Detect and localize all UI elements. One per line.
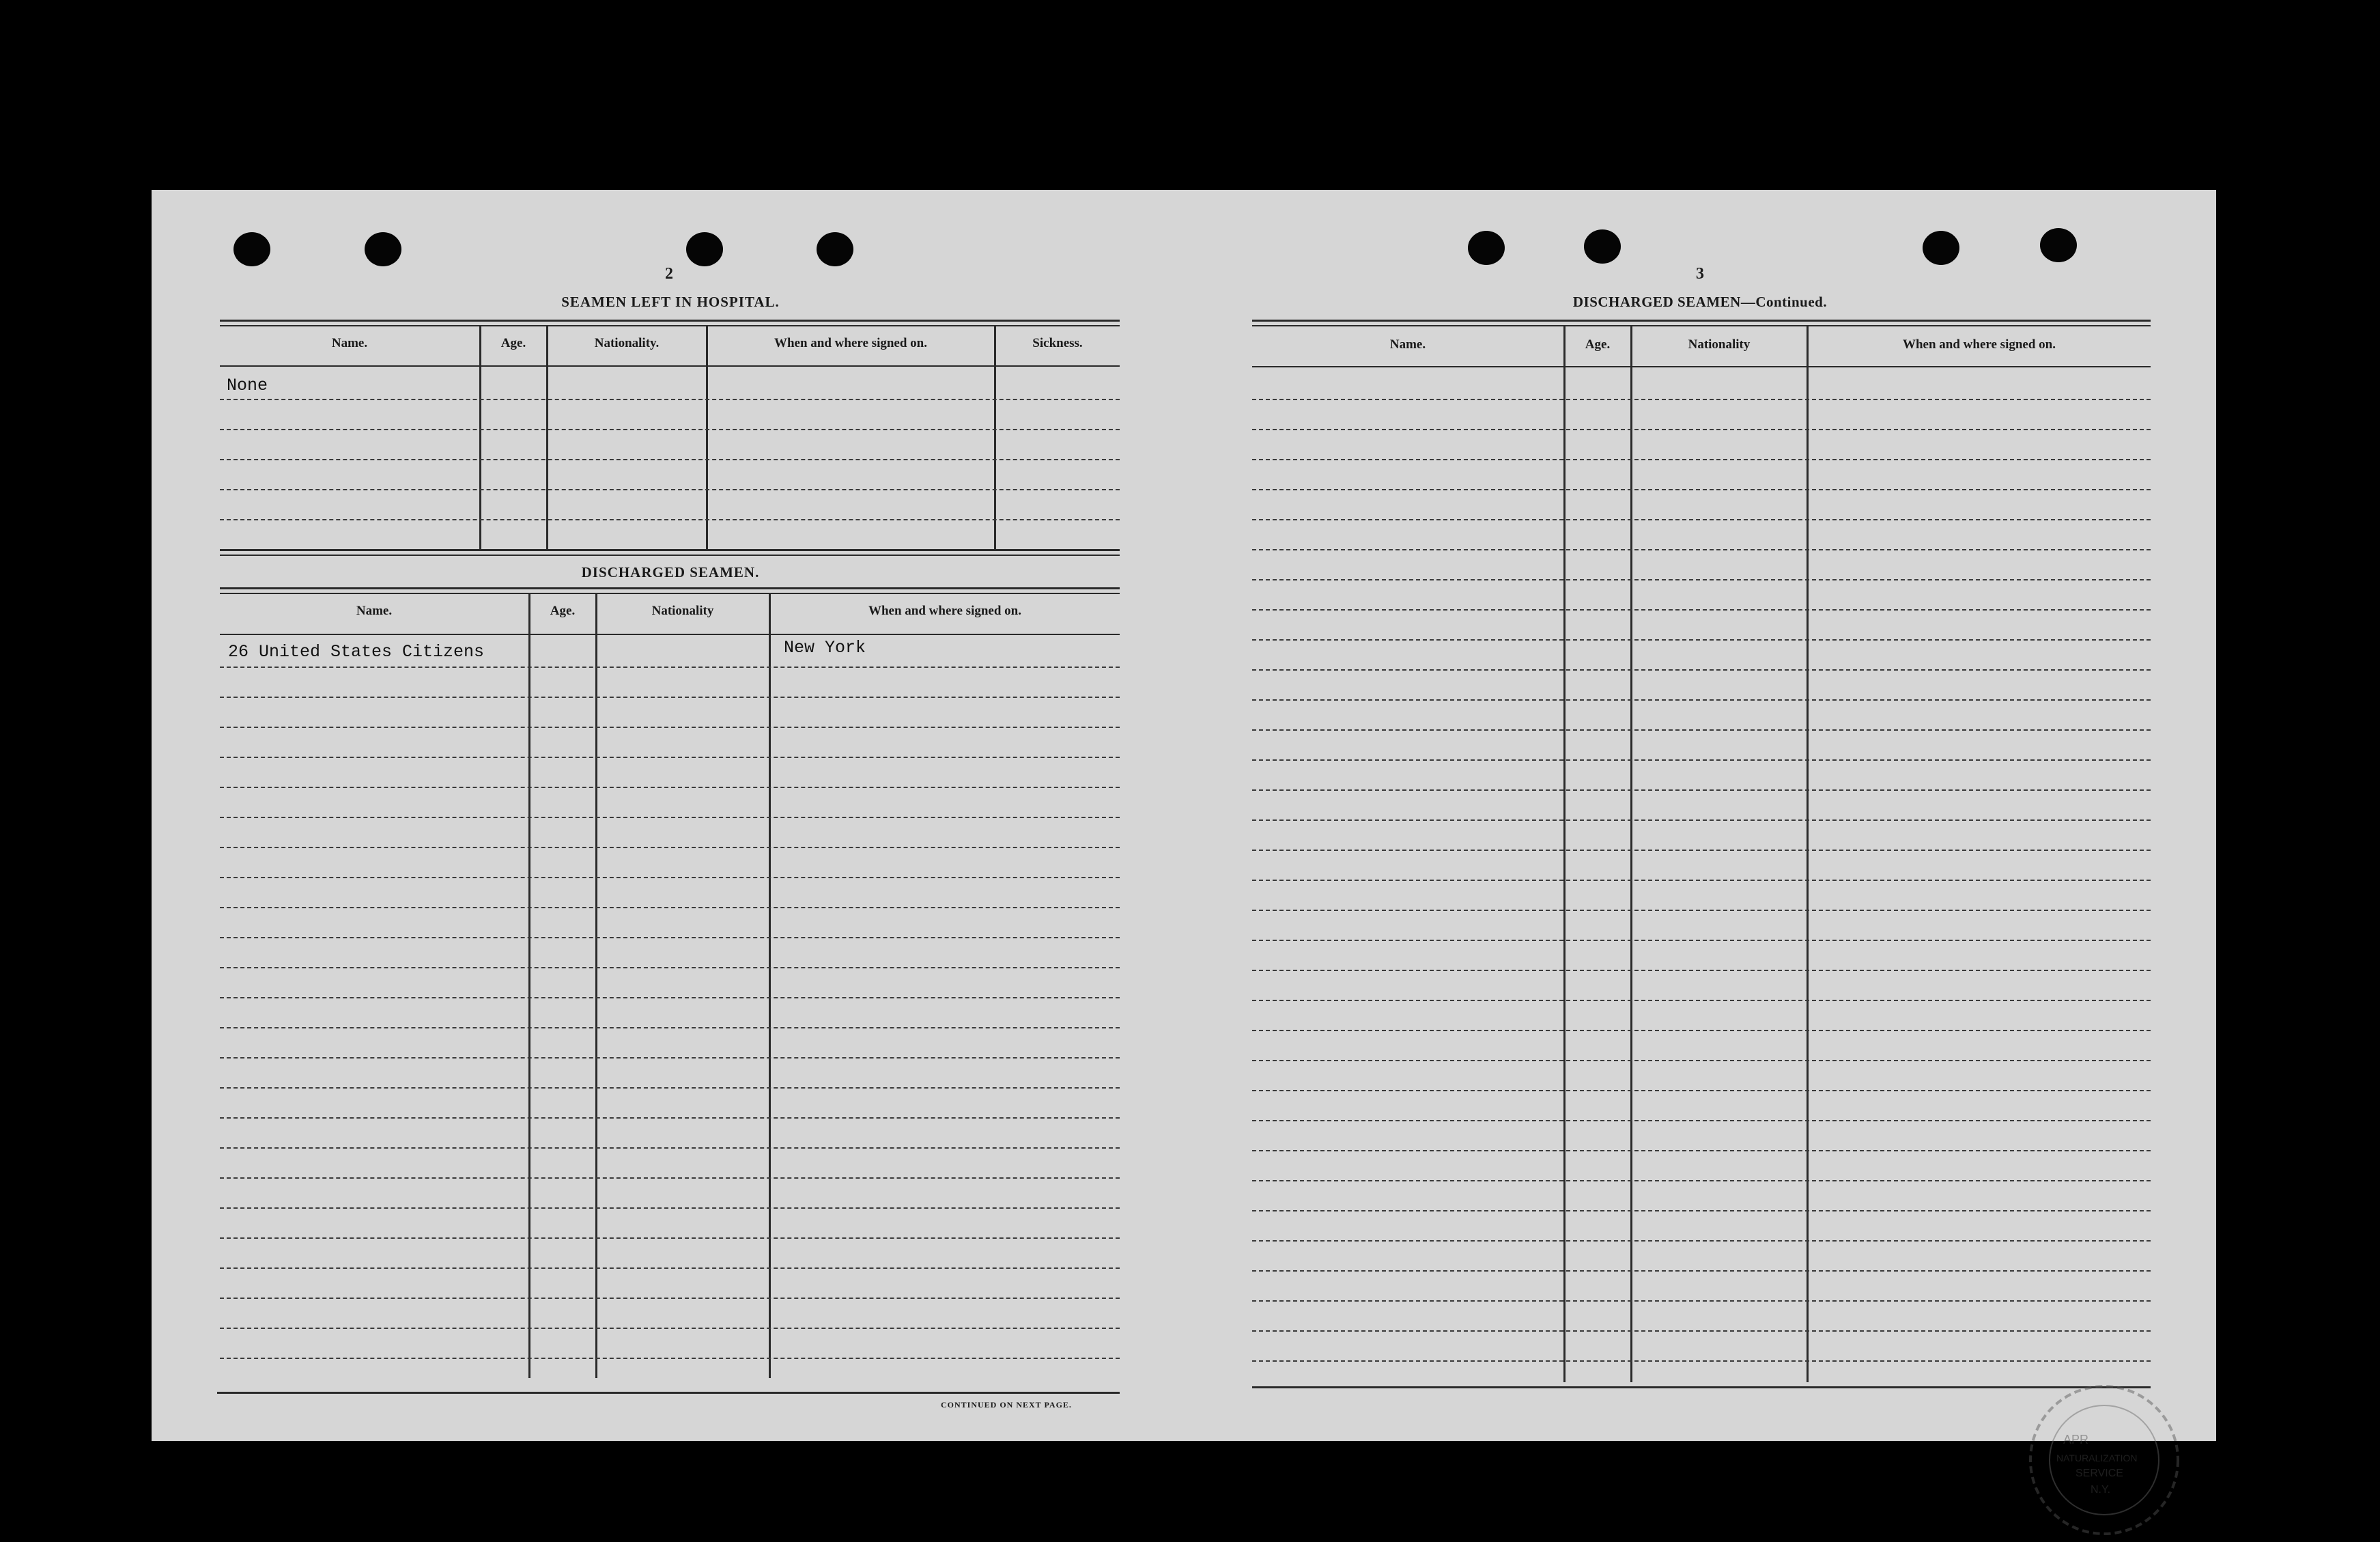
column-divider — [706, 325, 708, 550]
row-rule — [1252, 549, 2151, 550]
binder-hole — [686, 232, 723, 266]
row-rule — [1252, 669, 2151, 671]
row-rule — [1252, 519, 2151, 520]
row-rule — [1252, 729, 2151, 731]
row-rule — [220, 1087, 1120, 1089]
hospital-header-rule — [220, 365, 1120, 367]
row-rule — [1252, 1120, 2151, 1121]
hospital-col-name: Name. — [331, 336, 368, 350]
row-rule — [220, 697, 1120, 698]
binder-hole — [1584, 229, 1621, 264]
row-rule — [220, 1027, 1120, 1028]
right-col-nationality: Nationality — [1688, 337, 1751, 352]
row-rule — [1252, 1300, 2151, 1302]
column-divider — [1807, 325, 1809, 1382]
column-divider — [1630, 325, 1632, 1382]
page-number-right: 3 — [1696, 265, 1704, 283]
row-rule — [220, 847, 1120, 848]
right-header-rule — [1252, 366, 2151, 367]
discharged-table-bottom-rule — [217, 1392, 1120, 1394]
row-rule — [1252, 609, 2151, 611]
svg-text:N.Y.: N.Y. — [2091, 1484, 2111, 1496]
discharged-header-rule — [220, 634, 1120, 635]
continued-footer: CONTINUED ON NEXT PAGE. — [941, 1400, 1072, 1410]
discharged-table-top-rule — [220, 587, 1120, 589]
row-rule — [1252, 1000, 2151, 1001]
hospital-col-signed-on: When and where signed on. — [774, 336, 927, 350]
discharged-table-top-rule — [220, 593, 1120, 594]
column-divider — [479, 325, 481, 550]
row-rule — [1252, 1150, 2151, 1151]
row-rule — [1252, 970, 2151, 971]
row-rule — [220, 519, 1120, 520]
row-rule — [1252, 459, 2151, 460]
row-rule — [1252, 789, 2151, 791]
column-divider — [994, 325, 996, 550]
row-rule — [220, 877, 1120, 878]
right-table-top-rule — [1252, 325, 2151, 326]
row-rule — [1252, 1090, 2151, 1091]
row-rule — [1252, 1270, 2151, 1272]
binder-hole — [365, 232, 401, 266]
row-rule — [1252, 1360, 2151, 1362]
row-rule — [1252, 1030, 2151, 1031]
right-table-top-rule — [1252, 320, 2151, 322]
row-rule — [1252, 910, 2151, 911]
row-rule — [220, 459, 1120, 460]
row-rule — [220, 967, 1120, 968]
discharged-col-signed-on: When and where signed on. — [868, 604, 1021, 618]
hospital-col-nationality: Nationality. — [594, 336, 660, 350]
right-col-signed-on: When and where signed on. — [1902, 337, 2056, 352]
row-rule — [220, 1057, 1120, 1059]
row-rule — [220, 1267, 1120, 1269]
binder-hole — [1923, 231, 1959, 265]
row-rule — [220, 937, 1120, 938]
discharged-continued-title: DISCHARGED SEAMEN—Continued. — [1572, 294, 1828, 310]
binder-hole — [233, 232, 270, 266]
page-number-left: 2 — [665, 265, 673, 283]
hospital-entry-name: None — [227, 376, 268, 395]
row-rule — [1252, 489, 2151, 490]
discharged-col-name: Name. — [356, 604, 393, 618]
row-rule — [1252, 639, 2151, 641]
discharged-entry-signed-on: New York — [784, 638, 866, 658]
discharged-col-nationality: Nationality — [651, 604, 714, 618]
row-rule — [1252, 850, 2151, 851]
discharged-entry-name: 26 United States Citizens — [228, 642, 485, 662]
binder-hole — [2040, 228, 2077, 262]
binder-hole — [817, 232, 853, 266]
svg-text:NATURALIZATION: NATURALIZATION — [2056, 1453, 2138, 1463]
row-rule — [220, 1147, 1120, 1149]
hospital-section-title: SEAMEN LEFT IN HOSPITAL. — [561, 294, 780, 310]
column-divider — [595, 593, 597, 1378]
row-rule — [1252, 1210, 2151, 1211]
hospital-col-sickness: Sickness. — [1032, 336, 1083, 350]
immigration-stamp — [2022, 1378, 2186, 1542]
row-rule — [220, 1177, 1120, 1179]
row-rule — [220, 997, 1120, 998]
row-rule — [220, 1298, 1120, 1299]
row-rule — [1252, 1330, 2151, 1332]
row-rule — [220, 429, 1120, 430]
row-rule — [220, 757, 1120, 758]
row-rule — [1252, 940, 2151, 941]
column-divider — [528, 593, 530, 1378]
row-rule — [220, 1117, 1120, 1119]
row-rule — [220, 727, 1120, 728]
right-col-name: Name. — [1389, 337, 1426, 352]
discharged-section-title: DISCHARGED SEAMEN. — [581, 564, 760, 580]
row-rule — [220, 907, 1120, 908]
row-rule — [1252, 699, 2151, 701]
row-rule — [220, 1328, 1120, 1329]
right-table-bottom-rule — [1252, 1386, 2151, 1388]
hospital-table-bottom-rule — [220, 555, 1120, 556]
column-divider — [1563, 325, 1566, 1382]
row-rule — [220, 1237, 1120, 1239]
row-rule — [220, 787, 1120, 788]
hospital-col-age: Age. — [500, 336, 526, 350]
row-rule — [220, 1358, 1120, 1359]
row-rule — [220, 667, 1120, 668]
column-divider — [546, 325, 548, 550]
row-rule — [1252, 399, 2151, 400]
row-rule — [1252, 1060, 2151, 1061]
row-rule — [1252, 819, 2151, 821]
hospital-table-top-rule — [220, 325, 1120, 326]
column-divider — [769, 593, 771, 1378]
row-rule — [220, 489, 1120, 490]
row-rule — [1252, 1180, 2151, 1181]
hospital-table-top-rule — [220, 320, 1120, 322]
row-rule — [220, 817, 1120, 818]
hospital-table-bottom-rule — [220, 549, 1120, 551]
row-rule — [1252, 880, 2151, 881]
svg-text:SERVICE: SERVICE — [2076, 1468, 2123, 1479]
row-rule — [1252, 579, 2151, 580]
row-rule — [1252, 429, 2151, 430]
right-col-age: Age. — [1585, 337, 1611, 352]
discharged-col-age: Age. — [550, 604, 576, 618]
row-rule — [220, 1207, 1120, 1209]
svg-text:APR: APR — [2063, 1433, 2089, 1446]
row-rule — [1252, 759, 2151, 761]
row-rule — [1252, 1240, 2151, 1242]
row-rule — [220, 399, 1120, 400]
binder-hole — [1468, 231, 1505, 265]
document-sheet — [152, 190, 2216, 1496]
